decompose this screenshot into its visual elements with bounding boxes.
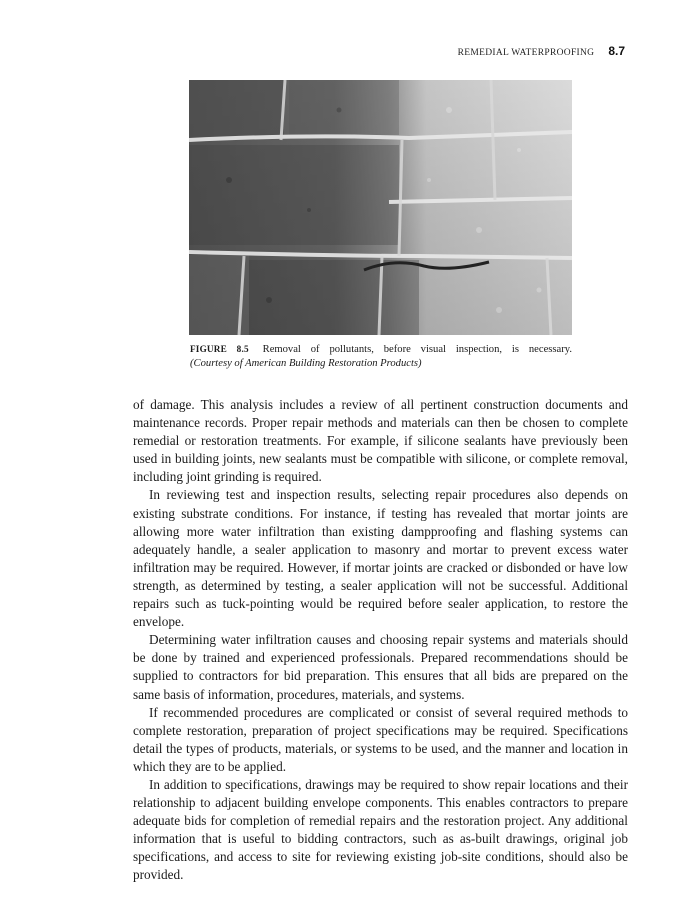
running-header [458, 44, 625, 58]
page-number: 8.7 [608, 44, 625, 58]
figure-label: FIGURE 8.5 [190, 344, 249, 354]
body-text [133, 396, 628, 885]
paragraph: In reviewing test and inspection results, selecting repair procedures also depends on existing substrate conditions. For instance, if testing has revealed that mortar joints are allowing more water infiltration than existing dampproofing and flashing systems can adequately handle, a sealer application to masonry and mortar to prevent excess water infiltration may be required. However, if mortar joints are cracked or disbonded or have low strength, as determined by testing, a sealer application will not be successful. Additional repairs such as tuck-pointing would be required before sealer application, to restore the envelope. [133, 487, 628, 630]
figure-photo-brick-wall [189, 80, 572, 335]
paragraph: In addition to specifications, drawings may be required to show repair locations and their relationship to adjacent building envelope components. This enables contractors to prepare adequate bids for completion of remedial repairs and the restoration project. Any additional information that is useful to bidding contractors, such as as-built drawings, original job specifications, and access to site for reviewing existing job-site conditions, should also be provided. [133, 776, 628, 883]
paragraph: If recommended procedures are complicated or consist of several required methods to complete restoration, preparation of project specifications may be required. Specifications detail the types of products, materials, or systems to be used, and the manner and location in which they are to be applied. [133, 704, 628, 774]
paragraph: of damage. This analysis includes a review of all pertinent construction documents and maintenance records. Proper repair methods and materials can then be chosen to complete remedial or restoration treatments. For example, if silicone sealants have previously been used in building joints, new sealants must be compatible with silicone, or complete removal, including joint grinding is required. [133, 397, 628, 485]
paragraph: Determining water infiltration causes and choosing repair systems and materials should be done by trained and experienced professionals. Prepared recommendations should be supplied to contractors for bid preparation. This ensures that all bids are prepared on the same basis of information, procedures, materials, and systems. [133, 632, 628, 702]
figure-credit: (Courtesy of American Building Restoration Products) [190, 358, 422, 369]
figure-caption [190, 342, 572, 371]
figure-caption-text: Removal of pollutants, before visual inspection, is necessary. [262, 344, 573, 355]
section-title: REMEDIAL WATERPROOFING [457, 48, 595, 58]
